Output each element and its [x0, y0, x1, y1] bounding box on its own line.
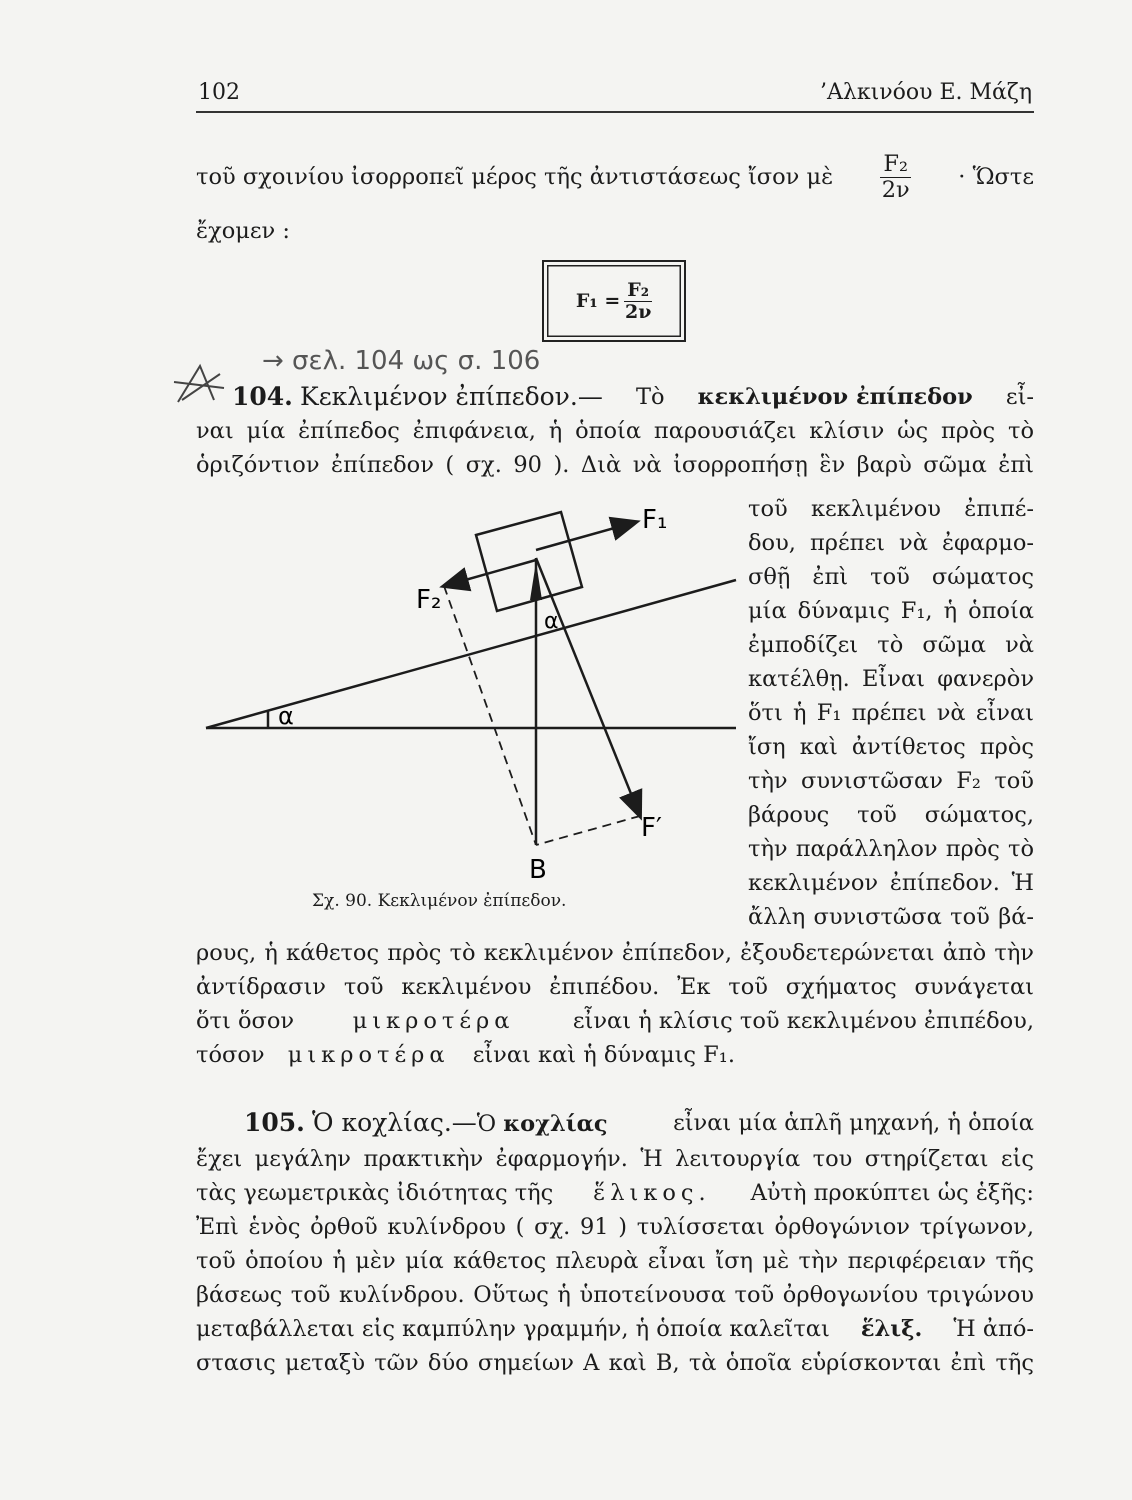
label-F2: F₂ [416, 585, 442, 615]
section-104-number: 104. [232, 382, 293, 411]
section-105-line-1: 105. Ὁ κοχλίας.—Ὁ κοχλίας εἶναι μία ἁπλῆ μηχανή, ἡ ὁποία [244, 1108, 1034, 1137]
label-B: B [529, 855, 547, 885]
formula-box: F₁ = $\frac{\text{F₂}}{2\nu}$ [542, 260, 686, 342]
intro-line-1 [196, 152, 1034, 203]
section-105-line-7: μεταβάλλεται εἰς καμπύλην γραμμήν, ἡ ὁποία καλεῖται ἕλιξ. Ἡ ἀπό- [196, 1312, 1034, 1346]
label-alpha-top: α [544, 609, 559, 634]
label-alpha-base: α [278, 702, 294, 730]
intro-text: τοῦ σχοινίου ἰσορροπεῖ μέρος τῆς ἀντιστάσεως ἴσον μὲ [196, 164, 834, 191]
running-head-author: ’Αλκινόου Ε. Μάζη [820, 80, 1032, 105]
section-104-side-column: τοῦ κεκλιμένου ἐπιπέ- δου, πρέπει νὰ ἐφαρμο- σθῇ ἐπὶ τοῦ σώματος μία δύναμις F₁, ἡ ὁποία ἐμποδίζει τὸ σῶμα νὰ κατέλθῃ. Εἶναι φανερὸν ὅτι ἡ F₁ πρέπει νὰ εἶναι ἴση καὶ ἀντίθετος πρὸς τὴν συνιστῶσαν F₂ τοῦ βάρους τοῦ σώματος, τὴν παράλληλον πρὸς τὸ κεκλιμένον ἐπίπεδον. Ἡ ἄλλη συνιστῶσα τοῦ βά- [748, 496, 1034, 930]
section-105-line-4: Ἐπὶ ἑνὸς ὀρθοῦ κυλίνδρου ( σχ. 91 ) τυλίσσεται ὀρθογώνιον τρίγωνον, [196, 1214, 1034, 1240]
page-number: 102 [198, 80, 240, 105]
section-104-line-last: τόσον μικροτέρα εἶναι καὶ ἡ δύναμις F₁. [196, 1042, 735, 1068]
section-104-line-1: 104. Κεκλιμένον ἐπίπεδον.— Τὸ κεκλιμένον ἐπίπεδον εἶ- [232, 380, 1034, 415]
section-104-line-2: ναι μία ἐπίπεδος ἐπιφάνεια, ἡ ὁποία παρουσιάζει κλίσιν ὡς πρὸς τὸ [196, 418, 1034, 444]
label-F-prime: F′ [641, 813, 662, 843]
label-F1: F₁ [642, 505, 668, 535]
section-105-line-6: βάσεως τοῦ κυλίνδρου. Οὕτως ἡ ὑποτείνουσα τοῦ ὀρθογωνίου τριγώνου [196, 1282, 1034, 1308]
section-105-line-8: στασις μεταξὺ τῶν δύο σημείων Α καὶ Β, τὰ ὁποῖα εὑρίσκονται ἐπὶ τῆς [196, 1350, 1034, 1376]
section-105-line-5: τοῦ ὁποίου ἡ μὲν μία κάθετος πλευρὰ εἶναι ἴση μὲ τὴν περιφέρειαν τῆς [196, 1248, 1034, 1274]
header-rule [196, 111, 1034, 113]
section-105-line-2: ἔχει μεγάλην πρακτικὴν ἐφαρμογήν. Ἡ λειτουργία του στηρίζεται εἰς [196, 1146, 1034, 1172]
section-105-title: Ὁ κοχλίας.— [312, 1108, 477, 1137]
handwritten-note: → σελ. 104 ως σ. 106 [262, 346, 541, 376]
section-105-line-3: τὰς γεωμετρικὰς ἰδιότητας τῆς ἕλικος. Αὐτὴ προκύπτει ὡς ἑξῆς: [196, 1176, 1034, 1210]
emphasis-helix: ἕλικος. [593, 1180, 711, 1206]
arrow-F-prime [536, 558, 640, 816]
section-104-line-full-2: ἀντίδρασιν τοῦ κεκλιμένου ἐπιπέδου. Ἐκ τοῦ σχήματος συνάγεται [196, 974, 1034, 1000]
dashed-line-left [444, 586, 536, 845]
section-104-line-smaller: ὅτι ὅσον μικροτέρα εἶναι ἡ κλίσις τοῦ κεκλιμένου ἐπιπέδου, [196, 1004, 1034, 1038]
section-104-line-full-1: ρους, ἡ κάθετος πρὸς τὸ κεκλιμένον ἐπίπεδον, ἐξουδετερώνεται ἀπὸ τὴν [196, 940, 1034, 966]
section-104-title: Κεκλιμένον ἐπίπεδον.— [300, 382, 603, 411]
emphasis-smaller-2: μικροτέρα [287, 1042, 450, 1068]
figure-90-caption: Σχ. 90. Κεκλιμένον ἐπίπεδον. [312, 891, 567, 911]
arrow-F1 [536, 522, 636, 550]
term-screw: κοχλίας [503, 1111, 608, 1137]
section-104-line-3: ὁριζόντιον ἐπίπεδον ( σχ. 90 ). Διὰ νὰ ἰσορροπήσῃ ἓν βαρὺ σῶμα ἐπὶ [196, 452, 1034, 478]
handwritten-star-mark [170, 360, 230, 410]
emphasis-smaller: μικροτέρα [352, 1008, 515, 1034]
intro-tail: · Ὥστε [958, 164, 1034, 191]
section-105-number: 105. [244, 1108, 305, 1137]
dashed-line-bottom [536, 816, 640, 845]
term-inclined-plane: κεκλιμένον ἐπίπεδον [697, 384, 973, 410]
intro-line-2: ἔχομεν : [196, 218, 290, 244]
figure-90-inclined-plane [196, 490, 741, 890]
intro-fraction: $\frac{\text{F₂}}{2\nu}$ [881, 151, 910, 203]
term-helix: ἕλιξ. [860, 1316, 923, 1342]
